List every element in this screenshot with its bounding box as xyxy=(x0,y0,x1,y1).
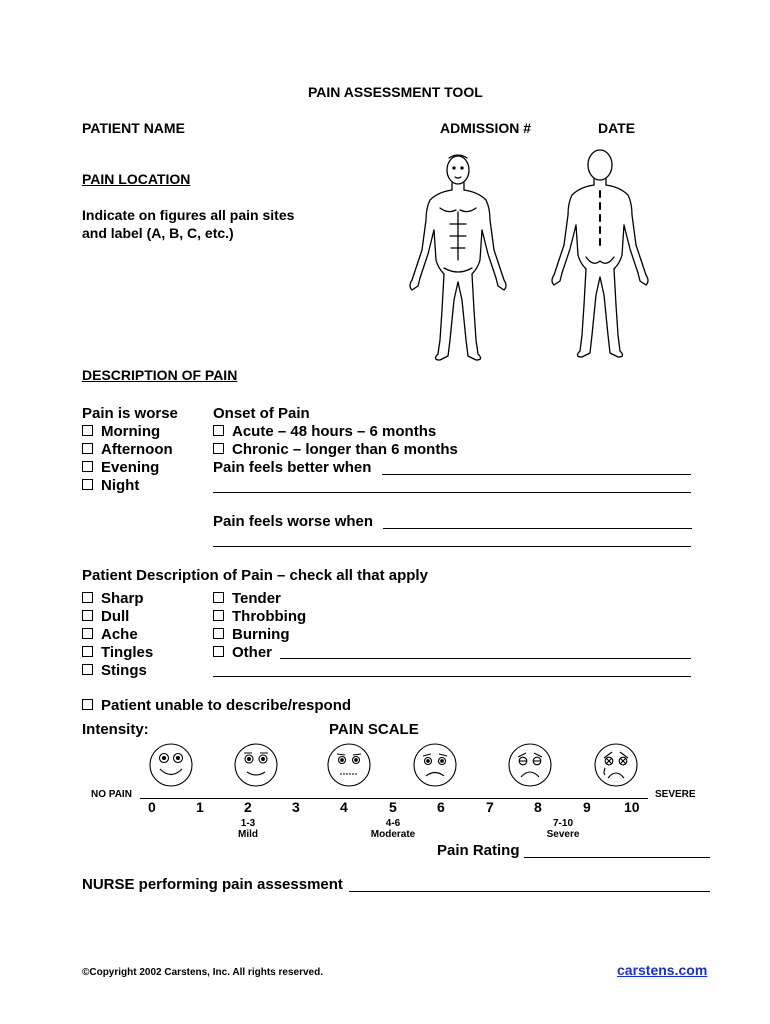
scale-number-8[interactable]: 8 xyxy=(534,799,542,815)
patient-description-right xyxy=(213,590,306,662)
pain-worse-column xyxy=(82,405,178,495)
option-dull[interactable]: Dull xyxy=(82,608,153,626)
option-night[interactable]: Night xyxy=(82,477,178,495)
option-afternoon[interactable]: Afternoon xyxy=(82,441,178,459)
patient-description-heading: Patient Description of Pain – check all that apply xyxy=(82,567,428,584)
checkbox-chronic[interactable] xyxy=(213,443,224,454)
checkbox-tingles[interactable] xyxy=(82,646,93,657)
body-front-figure[interactable] xyxy=(398,150,518,365)
scale-number-4[interactable]: 4 xyxy=(340,799,348,815)
scale-number-10[interactable]: 10 xyxy=(624,799,640,815)
face-icon-0 xyxy=(148,742,194,788)
range-mild: 1-3 Mild xyxy=(238,818,258,840)
pain-rating-line[interactable] xyxy=(524,857,710,858)
better-when-line-2[interactable] xyxy=(213,492,691,493)
nurse-line[interactable] xyxy=(349,891,710,892)
option-evening[interactable]: Evening xyxy=(82,459,178,477)
option-tender[interactable]: Tender xyxy=(213,590,306,608)
face-icon-8 xyxy=(507,742,553,788)
nurse-label: NURSE performing pain assessment xyxy=(82,876,343,893)
option-ache[interactable]: Ache xyxy=(82,626,153,644)
scale-number-3[interactable]: 3 xyxy=(292,799,300,815)
checkbox-burning[interactable] xyxy=(213,628,224,639)
description-heading: DESCRIPTION OF PAIN xyxy=(82,367,238,383)
better-when-line-1[interactable] xyxy=(382,474,691,475)
checkbox-acute[interactable] xyxy=(213,425,224,436)
pain-worse-heading: Pain is worse xyxy=(82,405,178,422)
option-tingles[interactable]: Tingles xyxy=(82,644,153,662)
scale-number-2[interactable]: 2 xyxy=(244,799,252,815)
checkbox-morning[interactable] xyxy=(82,425,93,436)
scale-number-1[interactable]: 1 xyxy=(196,799,204,815)
patient-name-label: PATIENT NAME xyxy=(82,120,185,136)
better-when-label: Pain feels better when xyxy=(213,459,372,476)
option-acute[interactable]: Acute – 48 hours – 6 months xyxy=(213,423,458,441)
date-label: DATE xyxy=(598,120,636,136)
location-instruction-1: Indicate on figures all pain sites xyxy=(82,207,295,223)
worse-when-line-2[interactable] xyxy=(213,546,691,547)
carstens-link[interactable]: carstens.com xyxy=(617,962,708,978)
body-back-figure[interactable] xyxy=(540,145,660,365)
checkbox-afternoon[interactable] xyxy=(82,443,93,454)
face-icon-4 xyxy=(326,742,372,788)
onset-column xyxy=(213,405,458,477)
no-pain-label: NO PAIN xyxy=(91,789,132,800)
option-chronic[interactable]: Chronic – longer than 6 months xyxy=(213,441,458,459)
other-line-2[interactable] xyxy=(213,676,691,677)
severe-label: SEVERE xyxy=(655,789,696,800)
option-sharp[interactable]: Sharp xyxy=(82,590,153,608)
checkbox-stings[interactable] xyxy=(82,664,93,675)
copyright-text: ©Copyright 2002 Carstens, Inc. All rights reserved. xyxy=(82,967,323,978)
intensity-label: Intensity: xyxy=(82,721,149,738)
pain-rating-label: Pain Rating xyxy=(437,842,520,859)
checkbox-ache[interactable] xyxy=(82,628,93,639)
scale-number-0[interactable]: 0 xyxy=(148,799,156,815)
face-icon-2 xyxy=(233,742,279,788)
form-title: PAIN ASSESSMENT TOOL xyxy=(308,84,483,100)
checkbox-dull[interactable] xyxy=(82,610,93,621)
checkbox-unable[interactable] xyxy=(82,699,93,710)
patient-description-left xyxy=(82,590,153,680)
onset-heading: Onset of Pain xyxy=(213,405,310,422)
option-other[interactable]: Other xyxy=(213,644,306,662)
checkbox-sharp[interactable] xyxy=(82,592,93,603)
pain-location-heading: PAIN LOCATION xyxy=(82,171,191,187)
face-icon-10 xyxy=(593,742,639,788)
face-icon-6 xyxy=(412,742,458,788)
option-throbbing[interactable]: Throbbing xyxy=(213,608,306,626)
scale-number-6[interactable]: 6 xyxy=(437,799,445,815)
checkbox-throbbing[interactable] xyxy=(213,610,224,621)
worse-when-line-1[interactable] xyxy=(383,528,692,529)
option-stings[interactable]: Stings xyxy=(82,662,153,680)
option-unable[interactable]: Patient unable to describe/respond xyxy=(82,697,351,714)
checkbox-tender[interactable] xyxy=(213,592,224,603)
pain-scale-title: PAIN SCALE xyxy=(329,721,419,738)
checkbox-night[interactable] xyxy=(82,479,93,490)
worse-when-label: Pain feels worse when xyxy=(213,513,374,530)
scale-number-7[interactable]: 7 xyxy=(486,799,494,815)
option-burning[interactable]: Burning xyxy=(213,626,306,644)
admission-label: ADMISSION # xyxy=(440,120,532,136)
location-instruction-2: and label (A, B, C, etc.) xyxy=(82,225,234,241)
other-line-1[interactable] xyxy=(280,658,691,659)
checkbox-other[interactable] xyxy=(213,646,224,657)
range-moderate: 4-6 Moderate xyxy=(370,818,416,840)
scale-number-5[interactable]: 5 xyxy=(389,799,397,815)
range-severe: 7-10 Severe xyxy=(546,818,580,840)
scale-number-9[interactable]: 9 xyxy=(583,799,591,815)
checkbox-evening[interactable] xyxy=(82,461,93,472)
option-morning[interactable]: Morning xyxy=(82,423,178,441)
